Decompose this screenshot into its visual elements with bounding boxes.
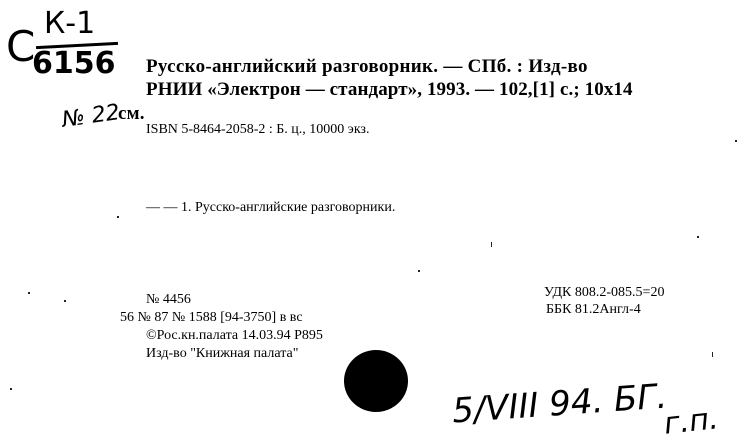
entry-title-line-3: см.	[118, 103, 145, 124]
scan-speck	[712, 352, 713, 357]
subject-heading: — — 1. Русско-английские разговорники.	[146, 200, 396, 215]
punch-hole	[344, 350, 408, 412]
registry-line-2: 56 № 87 № 1588 [94-3750] в вс	[120, 310, 303, 325]
call-number-top: К-1	[44, 6, 96, 41]
entry-title-line-1: Русско-английский разговорник. — СПб. : Изд-во	[146, 56, 588, 77]
call-number-bottom: 6156	[32, 46, 116, 81]
call-number-prefix: С	[6, 22, 36, 71]
bbk-code: ББК 81.2Англ-4	[546, 302, 641, 317]
scan-speck	[28, 292, 30, 294]
scan-speck	[491, 242, 492, 247]
scan-speck	[735, 140, 737, 142]
handwritten-initials: г.п.	[662, 401, 721, 442]
registry-line-3: ©Рос.кн.палата 14.03.94 Р895	[146, 328, 323, 343]
registry-line-4: Изд-во "Книжная палата"	[146, 346, 299, 361]
registry-line-1: № 4456	[146, 292, 191, 307]
handwritten-date: 5/VIII 94. БГ.	[450, 376, 669, 432]
call-number-note: № 22	[60, 100, 122, 133]
entry-title-line-2: РНИИ «Электрон — стандарт», 1993. — 102,[1] с.; 10x14	[146, 79, 633, 100]
udk-code: УДК 808.2-085.5=20	[544, 285, 665, 300]
scan-speck	[10, 388, 12, 390]
scan-speck	[117, 216, 119, 218]
scan-speck	[418, 270, 420, 272]
scan-speck	[697, 236, 699, 238]
isbn-line: ISBN 5-8464-2058-2 : Б. ц., 10000 экз.	[146, 122, 370, 137]
scan-speck	[64, 300, 66, 302]
